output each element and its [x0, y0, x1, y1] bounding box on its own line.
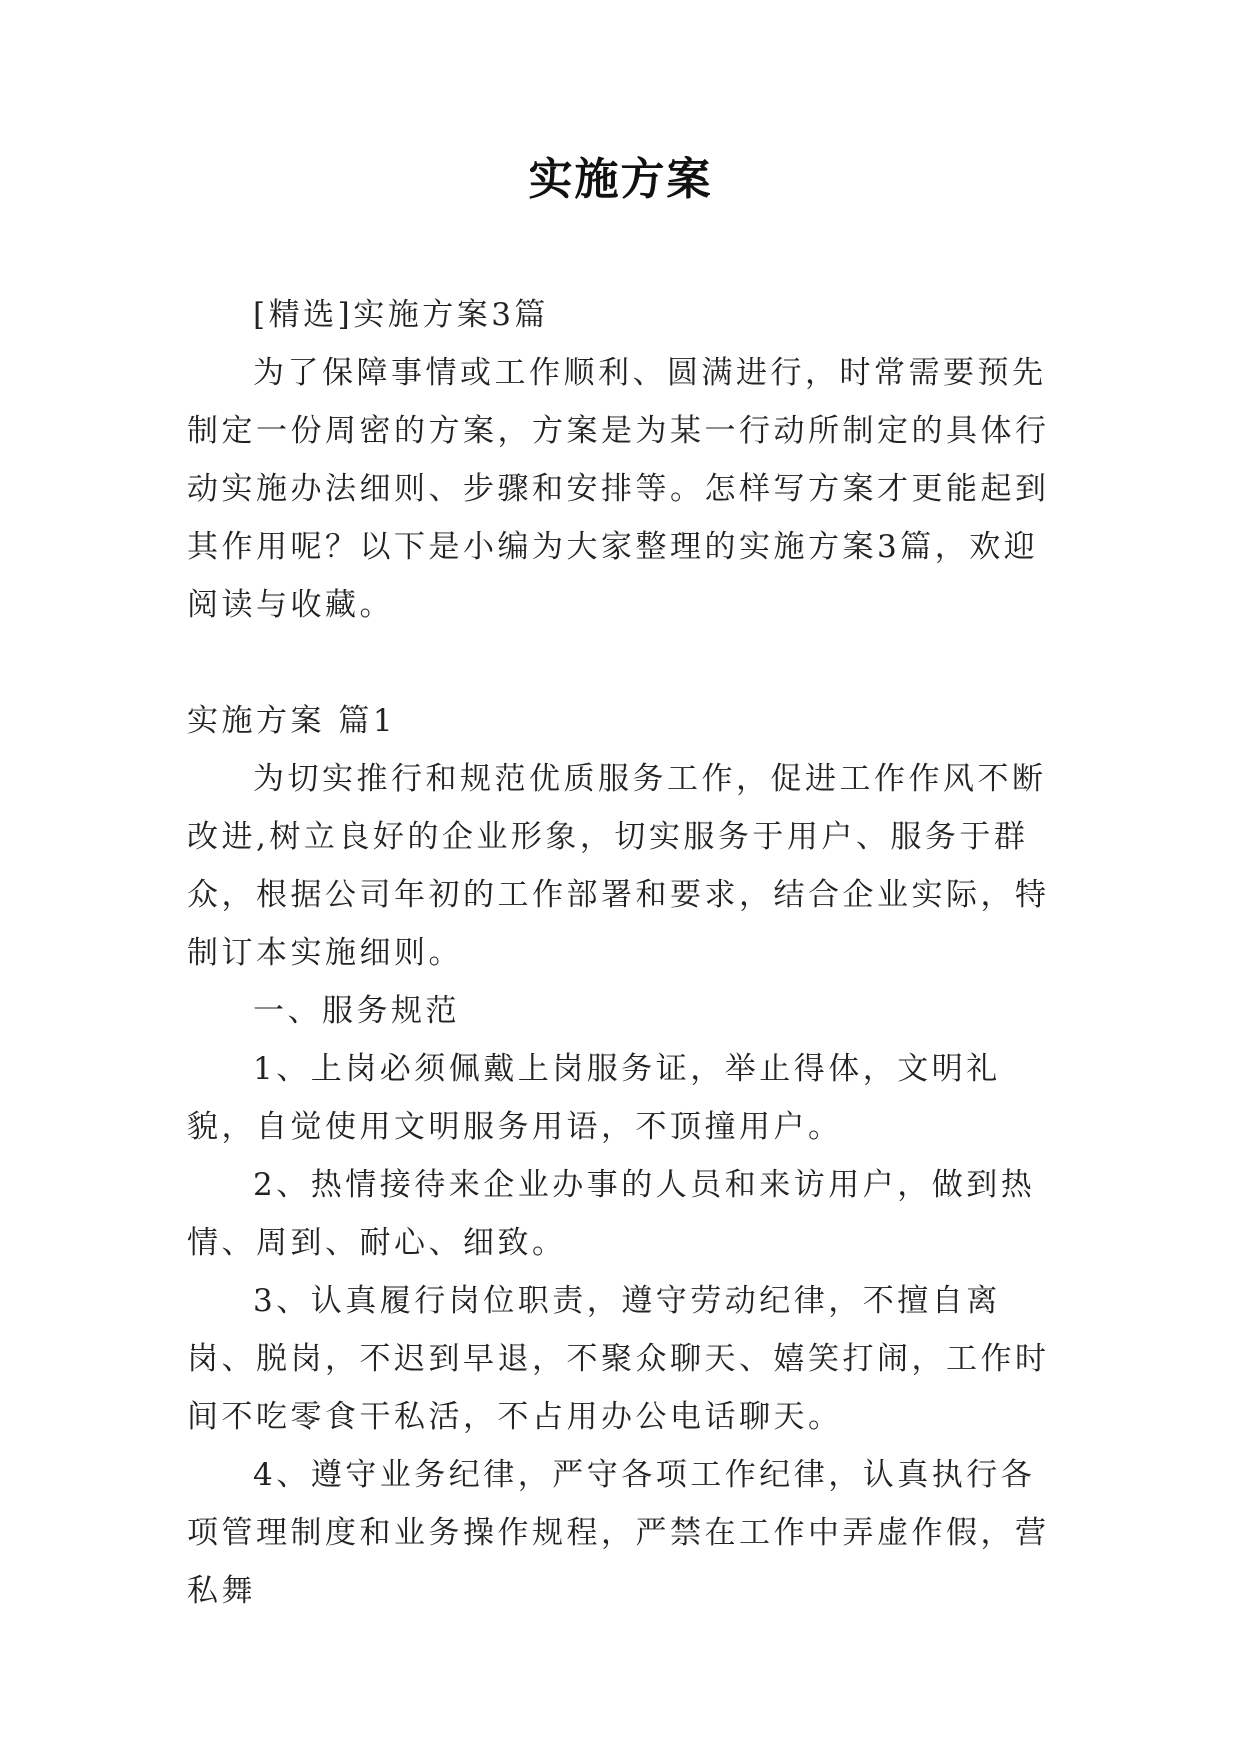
- document-body: [187, 286, 1057, 1620]
- section-intro-paragraph: 为切实推行和规范优质服务工作，促进工作作风不断改进,树立良好的企业形象，切实服务于用户、服务于群众，根据公司年初的工作部署和要求，结合企业实际，特制订本实施细则。: [187, 761, 1050, 971]
- list-item: 3、认真履行岗位职责，遵守劳动纪律，不擅自离岗、脱岗，不迟到早退，不聚众聊天、嬉笑打闹，工作时间不吃零食干私活，不占用办公电话聊天。: [187, 1283, 1050, 1435]
- list-item: 1、上岗必须佩戴上岗服务证，举止得体，文明礼貌，自觉使用文明服务用语，不顶撞用户。: [187, 1051, 1001, 1145]
- intro-paragraph: 为了保障事情或工作顺利、圆满进行，时常需要预先制定一份周密的方案，方案是为某一行动所制定的具体行动实施办法细则、步骤和安排等。怎样写方案才更能起到其作用呢？以下是小编为大家整理的实施方案3篇，欢迎阅读与收藏。: [187, 355, 1050, 623]
- document-title: 实施方案: [528, 154, 713, 205]
- document-subtitle: [精选]实施方案3篇: [253, 297, 549, 333]
- list-item: 4、遵守业务纪律，严守各项工作纪律，认真执行各项管理制度和业务操作规程，严禁在工作中弄虚作假，营私舞: [187, 1457, 1050, 1609]
- section-heading: 实施方案 篇1: [187, 703, 397, 739]
- list-item: 2、热情接待来企业办事的人员和来访用户，做到热情、周到、耐心、细致。: [187, 1167, 1036, 1261]
- part-heading: 一、服务规范: [253, 993, 460, 1029]
